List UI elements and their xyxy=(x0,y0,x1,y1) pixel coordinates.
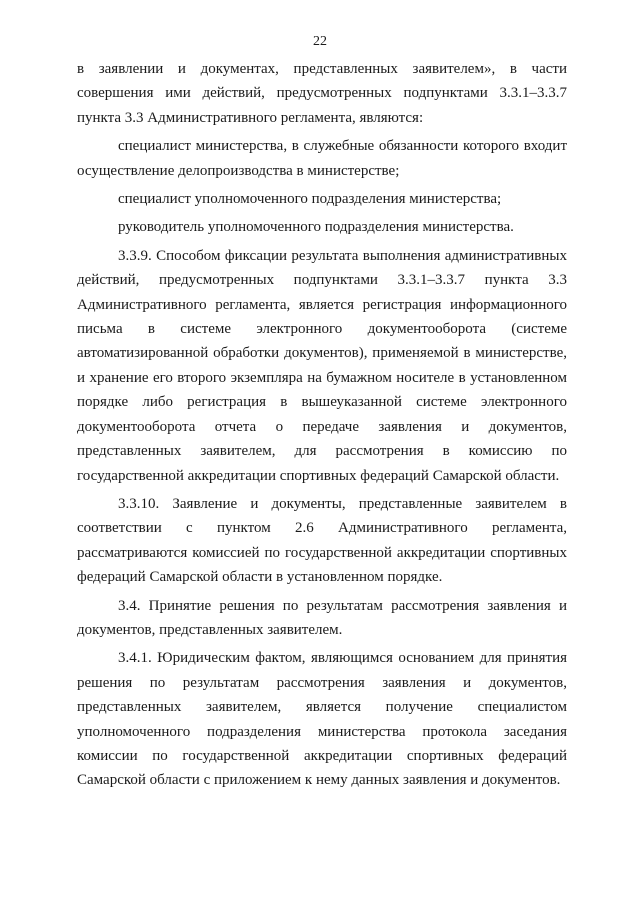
document-body xyxy=(77,57,567,793)
paragraph-records-specialist: специалист министерства, в служебные обязанности которого входит осуществление делопроизводства в министерстве; xyxy=(77,138,567,179)
paragraph-3-4: 3.4. Принятие решения по результатам рассмотрения заявления и документов, представленных заявителем. xyxy=(77,597,567,638)
page-number: 22 xyxy=(313,34,327,49)
paragraph-3-3-10: 3.3.10. Заявление и документы, представленные заявителем в соответствии с пунктом 2.6 Административного регламента, рассматриваются комиссией по государственной аккредитации спортивных федераций Самарской области в установленном порядке. xyxy=(77,495,567,586)
paragraph-3-4-1: 3.4.1. Юридическим фактом, являющимся основанием для принятия решения по результатам рассмотрения заявления и документов, представленных заявителем, является получение специалистом уполномоченного подразделения министерства протокола заседания комиссии по государственной аккредитации спортивных федераций Самарской области с приложением к нему данных заявления и документов. xyxy=(77,650,567,789)
paragraph-3-3-9: 3.3.9. Способом фиксации результата выполнения административных действий, предусмотренных подпунктами 3.3.1–3.3.7 пункта 3.3 Административного регламента, является регистрация информационного письма в системе электронного документооборота (системе автоматизированной обработки документов), применяемой в министерстве, и хранение его второго экземпляра на бумажном носителе в установленном порядке либо регистрация в вышеуказанной системе электронного документооборота отчета о передаче заявления и документов, представленных заявителем, для рассмотрения в комиссию по государственной аккредитации спортивных федераций Самарской области. xyxy=(77,247,567,484)
paragraph-unit-specialist: специалист уполномоченного подразделения министерства; xyxy=(118,191,502,208)
paragraph-unit-head: руководитель уполномоченного подразделения министерства. xyxy=(118,219,514,236)
paragraph-continuation: в заявлении и документах, представленных заявителем», в части совершения ими действий, предусмотренных подпунктами 3.3.1–3.3.7 пункта 3.3 Административного регламента, являются: xyxy=(77,61,567,126)
